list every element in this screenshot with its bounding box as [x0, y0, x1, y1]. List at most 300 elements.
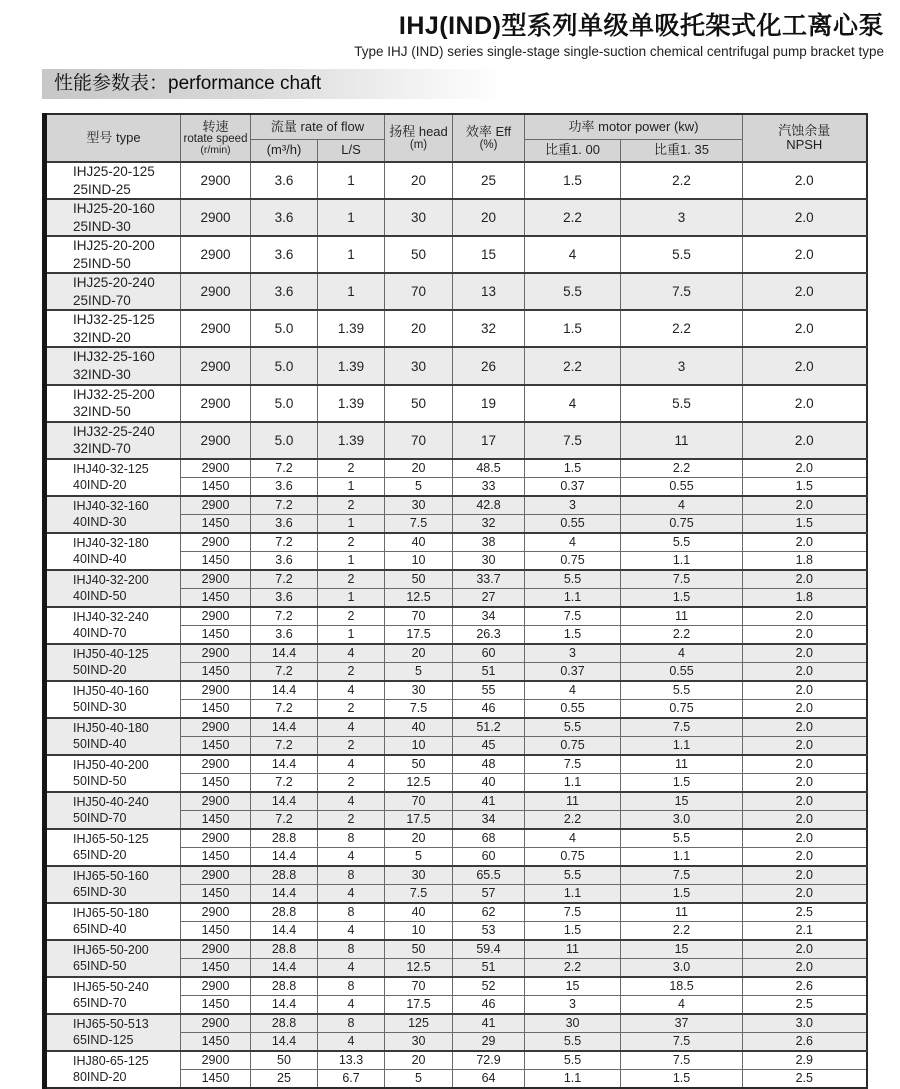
cell-speed: 2900	[181, 422, 251, 459]
cell-power-135: 7.5	[621, 570, 743, 589]
cell-power-100: 3	[525, 496, 621, 515]
cell-head: 125	[385, 1014, 453, 1033]
cell-model	[45, 866, 181, 903]
cell-head: 7.5	[385, 514, 453, 533]
cell-npsh: 2.0	[743, 755, 867, 774]
cell-speed: 1450	[181, 551, 251, 570]
cell-power-100: 0.55	[525, 699, 621, 718]
cell-flow-ls: 1.39	[318, 310, 385, 347]
cell-model	[45, 940, 181, 977]
cell-speed: 2900	[181, 162, 251, 199]
pump-model-group	[45, 310, 867, 347]
cell-flow-ls: 1	[318, 588, 385, 607]
cell-npsh: 1.5	[743, 477, 867, 496]
cell-eff: 45	[453, 736, 525, 755]
model-line: IHJ65-50-513	[73, 1017, 149, 1031]
col-header-eff-label: 效率 Eff	[465, 124, 512, 140]
cell-flow-ls: 8	[318, 829, 385, 848]
cell-flow-m3h: 7.2	[251, 773, 318, 792]
cell-flow-ls: 4	[318, 884, 385, 903]
cell-npsh: 2.0	[743, 773, 867, 792]
model-line: 50IND-50	[73, 774, 127, 789]
cell-speed: 2900	[181, 681, 251, 700]
cell-eff: 40	[453, 773, 525, 792]
cell-power-135: 15	[621, 940, 743, 959]
model-line: IHJ50-40-125	[73, 647, 149, 661]
col-header-speed	[181, 114, 251, 162]
table-row	[45, 236, 867, 273]
cell-flow-ls: 2	[318, 607, 385, 626]
cell-power-100: 1.5	[525, 459, 621, 478]
col-header-power-100: 比重1. 00	[525, 140, 621, 163]
cell-speed: 2900	[181, 496, 251, 515]
cell-flow-m3h: 7.2	[251, 736, 318, 755]
col-header-speed-zh: 转速	[202, 118, 229, 134]
cell-power-135: 1.1	[621, 551, 743, 570]
cell-flow-ls: 1	[318, 236, 385, 273]
cell-flow-m3h: 14.4	[251, 644, 318, 663]
cell-head: 20	[385, 829, 453, 848]
model-line: IHJ25-20-125	[73, 164, 155, 179]
pump-model-group	[45, 236, 867, 273]
cell-power-135: 11	[621, 422, 743, 459]
cell-eff: 34	[453, 810, 525, 829]
cell-head: 20	[385, 459, 453, 478]
cell-flow-m3h: 14.4	[251, 681, 318, 700]
model-line: IHJ40-32-180	[73, 536, 149, 550]
cell-speed: 1450	[181, 995, 251, 1014]
cell-npsh: 2.0	[743, 533, 867, 552]
cell-eff: 60	[453, 847, 525, 866]
page-title: IHJ(IND)型系列单级单吸托架式化工离心泵	[398, 12, 884, 40]
cell-power-135: 1.1	[621, 847, 743, 866]
cell-flow-ls: 1	[318, 273, 385, 310]
col-header-type: 型号 type	[45, 114, 181, 162]
cell-eff: 55	[453, 681, 525, 700]
cell-power-100: 0.75	[525, 736, 621, 755]
cell-model	[45, 310, 181, 347]
cell-npsh: 2.6	[743, 1032, 867, 1051]
cell-power-135: 2.2	[621, 310, 743, 347]
cell-flow-ls: 8	[318, 903, 385, 922]
cell-head: 70	[385, 273, 453, 310]
cell-power-100: 7.5	[525, 607, 621, 626]
table-row	[45, 347, 867, 384]
cell-npsh: 2.0	[743, 736, 867, 755]
cell-eff: 17	[453, 422, 525, 459]
cell-model	[45, 1051, 181, 1088]
cell-flow-m3h: 14.4	[251, 718, 318, 737]
cell-flow-m3h: 28.8	[251, 829, 318, 848]
cell-speed: 1450	[181, 662, 251, 681]
cell-power-135: 0.75	[621, 514, 743, 533]
cell-power-100: 1.5	[525, 310, 621, 347]
model-line: 65IND-30	[73, 885, 127, 900]
cell-head: 50	[385, 385, 453, 422]
table-row	[45, 533, 867, 552]
cell-flow-m3h: 3.6	[251, 588, 318, 607]
cell-flow-m3h: 14.4	[251, 958, 318, 977]
cell-eff: 13	[453, 273, 525, 310]
cell-power-100: 15	[525, 977, 621, 996]
cell-power-135: 0.55	[621, 662, 743, 681]
pump-model-group	[45, 199, 867, 236]
model-line: 65IND-50	[73, 959, 127, 974]
model-line: 65IND-20	[73, 848, 127, 863]
table-row	[45, 644, 867, 663]
model-line: IHJ40-32-160	[73, 499, 149, 513]
cell-eff: 41	[453, 792, 525, 811]
col-header-npsh	[743, 114, 867, 162]
cell-power-100: 1.1	[525, 1069, 621, 1088]
pump-model-group	[45, 496, 867, 533]
cell-eff: 46	[453, 699, 525, 718]
model-line: IHJ65-50-200	[73, 943, 149, 957]
cell-flow-ls: 1.39	[318, 385, 385, 422]
cell-flow-ls: 6.7	[318, 1069, 385, 1088]
cell-speed: 1450	[181, 699, 251, 718]
cell-power-135: 5.5	[621, 681, 743, 700]
col-header-head-label: 扬程 head	[389, 124, 448, 140]
table-row	[45, 940, 867, 959]
table-row	[45, 866, 867, 885]
cell-eff: 15	[453, 236, 525, 273]
cell-eff: 19	[453, 385, 525, 422]
cell-power-100: 5.5	[525, 866, 621, 885]
col-header-npsh-en: NPSH	[786, 137, 823, 152]
cell-model	[45, 422, 181, 459]
cell-head: 10	[385, 736, 453, 755]
model-line: IHJ40-32-125	[73, 462, 149, 476]
pump-model-group	[45, 792, 867, 829]
cell-flow-m3h: 7.2	[251, 810, 318, 829]
cell-flow-ls: 1	[318, 162, 385, 199]
cell-eff: 57	[453, 884, 525, 903]
cell-power-135: 1.1	[621, 736, 743, 755]
cell-npsh: 2.0	[743, 459, 867, 478]
model-line: IHJ50-40-240	[73, 795, 149, 809]
model-line: 40IND-70	[73, 626, 127, 641]
cell-power-135: 3.0	[621, 810, 743, 829]
cell-power-135: 3	[621, 347, 743, 384]
cell-model	[45, 607, 181, 644]
pump-model-group	[45, 940, 867, 977]
model-line: 25IND-25	[73, 181, 131, 197]
cell-power-100: 2.2	[525, 810, 621, 829]
cell-eff: 64	[453, 1069, 525, 1088]
table-header	[45, 114, 867, 162]
table-row	[45, 1014, 867, 1033]
cell-power-135: 4	[621, 496, 743, 515]
cell-power-100: 5.5	[525, 718, 621, 737]
cell-head: 20	[385, 162, 453, 199]
cell-power-100: 1.1	[525, 884, 621, 903]
cell-npsh: 2.0	[743, 570, 867, 589]
model-line: IHJ25-20-160	[73, 201, 155, 217]
cell-flow-ls: 1.39	[318, 422, 385, 459]
cell-speed: 2900	[181, 199, 251, 236]
table-row	[45, 459, 867, 478]
cell-flow-ls: 4	[318, 921, 385, 940]
cell-power-100: 11	[525, 792, 621, 811]
cell-head: 70	[385, 422, 453, 459]
cell-power-135: 18.5	[621, 977, 743, 996]
cell-speed: 2900	[181, 755, 251, 774]
table-row	[45, 496, 867, 515]
cell-npsh: 2.0	[743, 273, 867, 310]
model-line: IHJ65-50-240	[73, 980, 149, 994]
cell-flow-ls: 8	[318, 940, 385, 959]
cell-head: 30	[385, 496, 453, 515]
cell-flow-ls: 8	[318, 866, 385, 885]
cell-flow-ls: 2	[318, 699, 385, 718]
cell-power-135: 0.55	[621, 477, 743, 496]
cell-model	[45, 347, 181, 384]
cell-power-135: 5.5	[621, 236, 743, 273]
cell-flow-m3h: 28.8	[251, 977, 318, 996]
cell-npsh: 2.0	[743, 958, 867, 977]
pump-model-group	[45, 570, 867, 607]
cell-flow-ls: 4	[318, 995, 385, 1014]
model-line: IHJ32-25-240	[73, 423, 155, 439]
cell-speed: 2900	[181, 829, 251, 848]
cell-flow-ls: 2	[318, 810, 385, 829]
table-row	[45, 607, 867, 626]
cell-head: 30	[385, 199, 453, 236]
cell-power-100: 4	[525, 236, 621, 273]
model-line: IHJ80-65-125	[73, 1054, 149, 1068]
cell-npsh: 2.0	[743, 496, 867, 515]
cell-npsh: 2.0	[743, 199, 867, 236]
cell-flow-m3h: 3.6	[251, 514, 318, 533]
cell-flow-ls: 2	[318, 736, 385, 755]
cell-power-135: 5.5	[621, 385, 743, 422]
cell-power-135: 4	[621, 644, 743, 663]
cell-npsh: 2.0	[743, 884, 867, 903]
cell-head: 50	[385, 755, 453, 774]
cell-flow-ls: 2	[318, 773, 385, 792]
model-line: 50IND-70	[73, 811, 127, 826]
table-row	[45, 681, 867, 700]
cell-npsh: 2.5	[743, 903, 867, 922]
model-line: IHJ40-32-240	[73, 610, 149, 624]
model-line: 50IND-20	[73, 663, 127, 678]
cell-power-135: 37	[621, 1014, 743, 1033]
cell-speed: 2900	[181, 459, 251, 478]
pump-model-group	[45, 903, 867, 940]
cell-power-135: 1.5	[621, 588, 743, 607]
cell-eff: 68	[453, 829, 525, 848]
cell-flow-m3h: 3.6	[251, 551, 318, 570]
cell-speed: 2900	[181, 385, 251, 422]
model-line: 25IND-70	[73, 292, 131, 308]
cell-flow-ls: 4	[318, 755, 385, 774]
cell-power-100: 7.5	[525, 903, 621, 922]
cell-flow-m3h: 14.4	[251, 995, 318, 1014]
model-line: IHJ50-40-200	[73, 758, 149, 772]
cell-npsh: 1.8	[743, 551, 867, 570]
cell-speed: 2900	[181, 236, 251, 273]
table-row	[45, 422, 867, 459]
cell-model	[45, 977, 181, 1014]
cell-flow-m3h: 28.8	[251, 1014, 318, 1033]
cell-npsh: 2.0	[743, 718, 867, 737]
cell-power-100: 4	[525, 681, 621, 700]
model-line: 32IND-30	[73, 367, 131, 383]
cell-speed: 1450	[181, 773, 251, 792]
model-line: 50IND-30	[73, 700, 127, 715]
cell-eff: 48	[453, 755, 525, 774]
pump-model-group	[45, 977, 867, 1014]
cell-flow-ls: 4	[318, 718, 385, 737]
cell-speed: 2900	[181, 718, 251, 737]
cell-power-135: 7.5	[621, 718, 743, 737]
cell-npsh: 1.5	[743, 514, 867, 533]
cell-npsh: 3.0	[743, 1014, 867, 1033]
cell-flow-ls: 2	[318, 533, 385, 552]
pump-model-group	[45, 533, 867, 570]
cell-flow-ls: 1	[318, 625, 385, 644]
cell-eff: 30	[453, 551, 525, 570]
cell-speed: 1450	[181, 847, 251, 866]
table-row	[45, 903, 867, 922]
pump-model-group	[45, 162, 867, 199]
cell-speed: 2900	[181, 347, 251, 384]
cell-head: 20	[385, 1051, 453, 1070]
cell-model	[45, 273, 181, 310]
cell-eff: 27	[453, 588, 525, 607]
cell-power-135: 1.5	[621, 773, 743, 792]
cell-flow-m3h: 3.6	[251, 199, 318, 236]
cell-npsh: 2.0	[743, 347, 867, 384]
cell-flow-m3h: 5.0	[251, 422, 318, 459]
cell-flow-m3h: 14.4	[251, 884, 318, 903]
cell-power-100: 2.2	[525, 958, 621, 977]
cell-power-135: 5.5	[621, 829, 743, 848]
model-line: 65IND-70	[73, 996, 127, 1011]
cell-power-100: 7.5	[525, 755, 621, 774]
cell-power-100: 7.5	[525, 422, 621, 459]
cell-head: 7.5	[385, 699, 453, 718]
cell-power-135: 3.0	[621, 958, 743, 977]
cell-head: 40	[385, 533, 453, 552]
cell-npsh: 2.0	[743, 607, 867, 626]
cell-eff: 46	[453, 995, 525, 1014]
cell-flow-ls: 4	[318, 847, 385, 866]
cell-head: 12.5	[385, 773, 453, 792]
cell-head: 20	[385, 644, 453, 663]
cell-eff: 25	[453, 162, 525, 199]
cell-power-100: 5.5	[525, 273, 621, 310]
cell-head: 70	[385, 607, 453, 626]
cell-eff: 48.5	[453, 459, 525, 478]
cell-model	[45, 162, 181, 199]
col-header-speed-unit: (r/min)	[200, 144, 231, 157]
cell-speed: 2900	[181, 940, 251, 959]
model-line: IHJ50-40-160	[73, 684, 149, 698]
cell-eff: 29	[453, 1032, 525, 1051]
col-header-speed-en: rotate speed	[183, 133, 248, 146]
cell-power-100: 5.5	[525, 1051, 621, 1070]
table-row	[45, 977, 867, 996]
cell-head: 30	[385, 1032, 453, 1051]
pump-model-group	[45, 385, 867, 422]
cell-speed: 2900	[181, 273, 251, 310]
cell-model	[45, 681, 181, 718]
cell-speed: 2900	[181, 644, 251, 663]
cell-power-135: 2.2	[621, 921, 743, 940]
cell-npsh: 2.1	[743, 921, 867, 940]
cell-model	[45, 459, 181, 496]
model-line: IHJ25-20-240	[73, 275, 155, 291]
cell-eff: 33.7	[453, 570, 525, 589]
cell-flow-ls: 2	[318, 459, 385, 478]
cell-flow-m3h: 14.4	[251, 847, 318, 866]
cell-flow-ls: 4	[318, 958, 385, 977]
cell-power-100: 0.55	[525, 514, 621, 533]
cell-power-100: 1.1	[525, 773, 621, 792]
document-header	[0, 0, 900, 59]
col-header-flow-m3h: (m³/h)	[251, 140, 318, 163]
cell-flow-m3h: 14.4	[251, 792, 318, 811]
cell-speed: 1450	[181, 810, 251, 829]
cell-flow-ls: 2	[318, 662, 385, 681]
cell-power-135: 11	[621, 903, 743, 922]
cell-npsh: 2.0	[743, 681, 867, 700]
pump-model-group	[45, 681, 867, 718]
model-line: 40IND-30	[73, 515, 127, 530]
cell-flow-ls: 1	[318, 477, 385, 496]
cell-npsh: 2.0	[743, 810, 867, 829]
pump-model-group	[45, 1014, 867, 1051]
cell-head: 50	[385, 570, 453, 589]
cell-speed: 2900	[181, 570, 251, 589]
cell-speed: 2900	[181, 903, 251, 922]
cell-flow-ls: 8	[318, 977, 385, 996]
cell-eff: 32	[453, 514, 525, 533]
cell-flow-m3h: 7.2	[251, 459, 318, 478]
cell-power-100: 2.2	[525, 199, 621, 236]
cell-flow-ls: 1	[318, 551, 385, 570]
table-row	[45, 829, 867, 848]
table-row	[45, 570, 867, 589]
cell-flow-ls: 1	[318, 199, 385, 236]
cell-head: 10	[385, 921, 453, 940]
cell-eff: 72.9	[453, 1051, 525, 1070]
cell-flow-ls: 4	[318, 681, 385, 700]
model-line: IHJ65-50-180	[73, 906, 149, 920]
cell-head: 40	[385, 718, 453, 737]
cell-speed: 1450	[181, 958, 251, 977]
cell-head: 30	[385, 681, 453, 700]
cell-head: 17.5	[385, 810, 453, 829]
col-header-flow: 流量 rate of flow	[251, 114, 385, 140]
model-line: 40IND-50	[73, 589, 127, 604]
table-row	[45, 792, 867, 811]
cell-power-100: 1.5	[525, 162, 621, 199]
cell-flow-m3h: 3.6	[251, 236, 318, 273]
cell-npsh: 2.0	[743, 866, 867, 885]
model-line: 65IND-125	[73, 1033, 134, 1048]
cell-power-135: 7.5	[621, 1051, 743, 1070]
section-label: 性能参数表：performance chaft	[54, 73, 322, 94]
pump-model-group	[45, 459, 867, 496]
col-header-npsh-zh: 汽蚀余量	[778, 123, 831, 139]
cell-flow-m3h: 7.2	[251, 699, 318, 718]
pump-model-group	[45, 607, 867, 644]
cell-head: 12.5	[385, 958, 453, 977]
cell-flow-ls: 4	[318, 644, 385, 663]
